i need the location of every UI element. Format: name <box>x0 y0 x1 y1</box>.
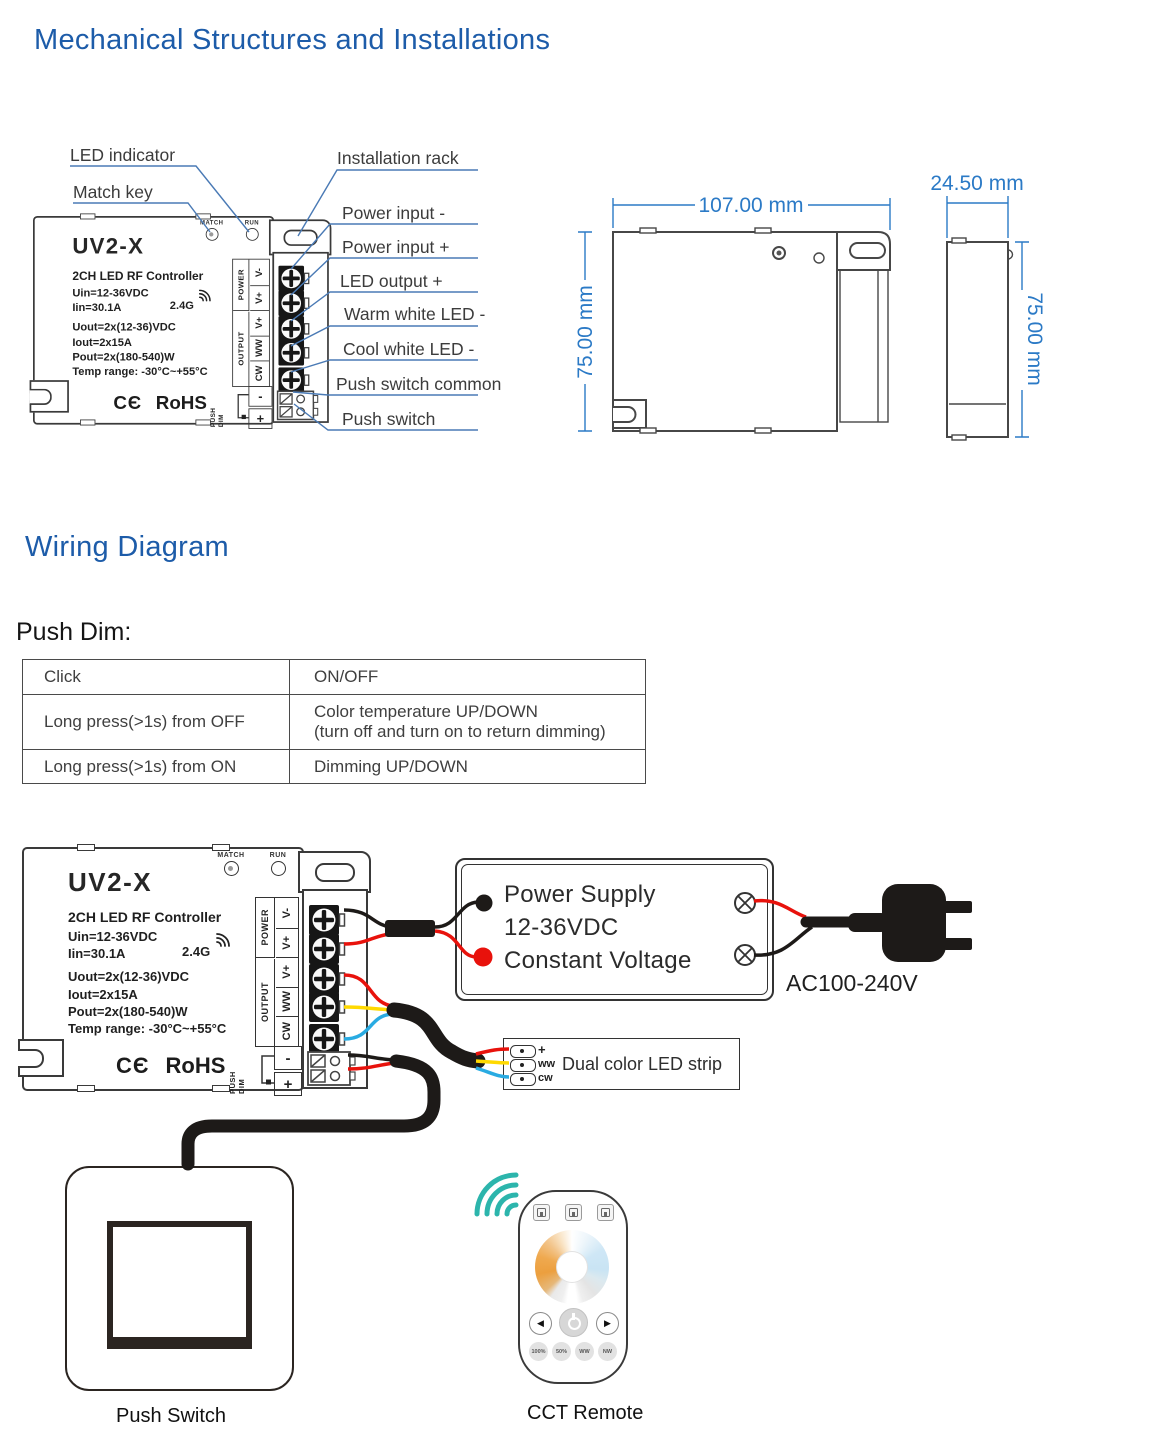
pin-v-minus: V- <box>250 260 269 286</box>
right-arrow-button: ▶ <box>596 1312 619 1335</box>
output-group: OUTPUT <box>256 959 275 1047</box>
strip-pad-cw <box>510 1073 536 1086</box>
rack-slot <box>284 230 318 246</box>
screw-terminal-icon <box>278 367 312 393</box>
wiring-section-title: Wiring Diagram <box>25 531 230 563</box>
side-outline-drawing <box>947 238 1013 440</box>
mount-notch-slot <box>30 389 52 405</box>
output-group: OUTPUT <box>233 311 249 386</box>
preset-button-1 <box>533 1204 550 1221</box>
callout-push-switch: Push switch <box>342 409 436 429</box>
push-switch-button <box>107 1221 252 1349</box>
table-cell-action: Long press(>1s) from ON <box>23 749 289 783</box>
push-dim-terminal <box>307 1051 357 1087</box>
rf-label: 2.4G <box>169 298 194 312</box>
button-nw: NW <box>598 1342 617 1361</box>
push-dim-label: PUSH DIM <box>209 407 225 428</box>
mount-notch-slot <box>18 1049 44 1068</box>
button-ww: WW <box>575 1342 594 1361</box>
front-outline-drawing <box>613 228 890 433</box>
match-indicator: MATCH <box>214 852 248 876</box>
rf-signal-icon <box>197 288 212 303</box>
dim-front-height: 75.00 mm <box>574 285 597 379</box>
preset-icon <box>537 1208 546 1217</box>
push-dim-minus: - <box>274 1046 302 1070</box>
callout-match-key: Match key <box>73 182 153 202</box>
push-dim-plus: + <box>274 1072 302 1096</box>
rack-slot <box>315 863 355 882</box>
wheel-center <box>557 1252 587 1282</box>
screw-terminal-icon <box>309 964 349 994</box>
screw-terminal-icon <box>309 934 349 964</box>
preset-icon <box>601 1208 610 1217</box>
callout-warm-white: Warm white LED - <box>344 304 486 324</box>
table-cell-result: ON/OFF <box>289 660 645 694</box>
spec-pout: Pout=2x(180-540)W <box>68 1004 188 1019</box>
run-led <box>245 228 258 241</box>
pin-ww: WW <box>250 336 269 362</box>
certification-marks <box>113 392 207 414</box>
spec-uout: Uout=2x(12-36)VDC <box>72 320 176 334</box>
terminal-strip <box>302 889 368 1089</box>
spec-iout: Iout=2x15A <box>68 987 138 1002</box>
terminal-labels <box>232 259 270 387</box>
spec-temp: Temp range: -30°C~+55°C <box>68 1021 227 1036</box>
push-dim-bracket <box>230 386 249 427</box>
ac-plug-icon <box>882 884 972 962</box>
led-strip-label: Dual color LED strip <box>562 1053 723 1074</box>
spec-uin: Uin=12-36VDC <box>68 929 158 944</box>
pin-v-plus-out: V+ <box>250 310 269 336</box>
screw-terminal-icon <box>278 340 312 366</box>
controller-desc: 2CH LED RF Controller <box>68 909 222 925</box>
pin-ww: WW <box>276 987 298 1018</box>
run-led <box>271 861 286 876</box>
run-indicator: RUN <box>237 220 266 241</box>
led-controller <box>33 216 331 428</box>
callout-power-plus: Power input + <box>342 237 450 257</box>
rohs-mark: RoHS <box>155 392 207 414</box>
mount-tick <box>80 213 95 219</box>
wire-sleeve <box>385 920 435 937</box>
model-name: UV2-X <box>72 233 145 259</box>
terminal-labels <box>255 897 299 1047</box>
pin-cw: CW <box>254 365 265 382</box>
power-group: POWER <box>233 260 249 311</box>
screw-terminal-icon <box>309 1024 349 1054</box>
pin-v-minus: V- <box>276 898 298 929</box>
push-dim-terminal <box>277 390 320 421</box>
screw-terminal-icon <box>309 905 349 935</box>
spec-uin: Uin=12-36VDC <box>72 286 149 299</box>
screw-terminal-icon <box>309 992 349 1022</box>
rohs-mark: RoHS <box>165 1053 226 1078</box>
pin-v-plus: V+ <box>250 285 269 311</box>
power-supply-text: Power Supply 12-36VDC Constant Voltage <box>504 881 692 974</box>
color-temperature-wheel <box>535 1230 609 1304</box>
mount-tick <box>77 1085 95 1092</box>
mount-tick <box>80 419 95 425</box>
pin-v-plus-out: V+ <box>276 957 298 988</box>
callout-installation-rack: Installation rack <box>337 148 459 168</box>
spec-uout: Uout=2x(12-36)VDC <box>68 969 190 984</box>
push-switch <box>65 1166 294 1391</box>
led-controller <box>22 847 370 1094</box>
dim-side-depth: 24.50 mm <box>930 172 1024 195</box>
power-button <box>559 1308 588 1337</box>
push-dim-table <box>22 659 646 784</box>
spec-pout: Pout=2x(180-540)W <box>72 350 175 364</box>
installation-rack <box>269 219 331 255</box>
match-key-button <box>205 228 218 241</box>
callout-led-output: LED output + <box>340 271 443 291</box>
match-key-button <box>224 861 239 876</box>
button-50: 50% <box>552 1342 571 1361</box>
strip-pad-ww <box>510 1059 536 1072</box>
ce-mark-icon: CЄ <box>116 1053 150 1078</box>
match-led <box>209 232 213 236</box>
callout-power-minus: Power input - <box>342 203 446 223</box>
led-strip-box: + ww cw Dual color LED strip <box>503 1038 740 1090</box>
rf-label: 2.4G <box>182 944 211 959</box>
push-switch-label: Push Switch <box>116 1405 227 1427</box>
spec-iin: Iin=30.1A <box>72 300 122 314</box>
dim-front-width: 107.00 mm <box>698 194 804 217</box>
pin-cw: CW <box>280 1022 293 1041</box>
spec-iin: Iin=30.1A <box>68 946 126 961</box>
power-supply-box <box>455 858 774 1001</box>
controller-wiring-view <box>22 847 370 1094</box>
ac-voltage-label: AC100-240V <box>786 970 918 996</box>
preset-icon <box>569 1208 578 1217</box>
dimension-annotations <box>574 172 1046 437</box>
terminal-strip <box>272 252 328 423</box>
left-arrow-button: ◀ <box>529 1312 552 1335</box>
run-indicator: RUN <box>261 852 295 876</box>
preset-button-3 <box>597 1204 614 1221</box>
preset-button-2 <box>565 1204 582 1221</box>
mount-tick <box>212 844 230 851</box>
rf-waves-icon <box>477 1175 516 1214</box>
table-cell-result: Dimming UP/DOWN <box>289 749 645 783</box>
push-dim-minus: - <box>248 386 272 407</box>
push-dim-plus: + <box>248 408 272 429</box>
push-dim-bracket <box>252 1046 274 1094</box>
push-dim-heading: Push Dim: <box>16 618 132 646</box>
callout-push-common: Push switch common <box>336 374 502 394</box>
table-cell-action: Long press(>1s) from OFF <box>23 694 289 749</box>
spec-temp: Temp range: -30°C~+55°C <box>72 364 208 378</box>
callout-led-indicator: LED indicator <box>70 145 176 165</box>
spec-iout: Iout=2x15A <box>72 335 132 349</box>
ce-mark-icon: CЄ <box>113 392 143 414</box>
screw-terminal-icon <box>278 316 312 342</box>
button-100: 100% <box>529 1342 548 1361</box>
model-name: UV2-X <box>68 867 153 897</box>
installation-rack <box>298 851 371 893</box>
match-indicator: MATCH <box>197 220 226 241</box>
controller-front-view <box>33 216 331 428</box>
cct-remote-label: CCT Remote <box>527 1402 644 1424</box>
dim-side-height: 75.00 mm <box>1023 292 1046 386</box>
controller-desc: 2CH LED RF Controller <box>72 269 204 283</box>
mount-tick <box>77 844 95 851</box>
callout-cool-white: Cool white LED - <box>343 339 475 359</box>
screw-terminal-icon <box>278 266 312 292</box>
pin-v-plus: V+ <box>276 928 298 959</box>
table-cell-result: Color temperature UP/DOWN (turn off and turn on to return dimming) <box>289 694 645 749</box>
rf-signal-icon <box>214 931 232 949</box>
cct-remote <box>518 1190 628 1384</box>
screw-terminal-icon <box>278 290 312 316</box>
table-cell-action: Click <box>44 667 81 686</box>
certification-marks <box>116 1053 225 1079</box>
power-group: POWER <box>256 898 275 958</box>
strip-pad-plus <box>510 1045 536 1058</box>
mechanical-section-title: Mechanical Structures and Installations <box>34 24 551 56</box>
push-dim-label: PUSH DIM <box>228 1071 246 1094</box>
mount-tick <box>195 213 210 219</box>
match-led <box>228 866 233 871</box>
